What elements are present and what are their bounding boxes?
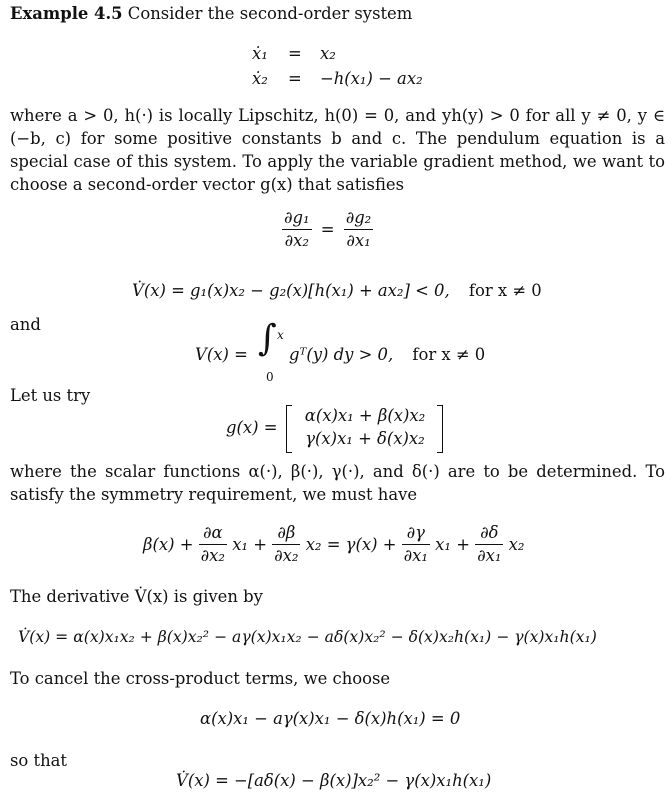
and-label: and [10, 315, 41, 334]
fraction-numerator: ∂δ [475, 522, 503, 545]
fraction-ddelta-dx1 [475, 522, 503, 567]
term: β(x) + [143, 535, 194, 554]
term: x₂ = γ(x) + [305, 535, 397, 554]
fraction-denominator: ∂x₂ [274, 546, 299, 565]
system-row2-eq: = [288, 69, 302, 88]
left-bracket [286, 405, 292, 453]
v-lhs: V(x) = [195, 345, 248, 364]
fraction-dbeta-dx2 [272, 522, 300, 567]
integral-sign: ∫ [258, 318, 277, 359]
v-body-line [289, 343, 485, 366]
equation-vdot-expanded: V̇(x) = α(x)x₁x₂ + β(x)x₂² − aγ(x)x₁x₂ − aδ(x)x₂² − δ(x)x₂h(x₁) − γ(x)x₁h(x₁) [18, 628, 597, 646]
fraction-denominator: ∂x₁ [403, 546, 428, 565]
fraction-dg1-dx2 [282, 207, 312, 252]
equation-vdot-condition [132, 279, 542, 302]
g-row2: γ(x)x₁ + δ(x)x₂ [305, 429, 425, 448]
equation-cancel: α(x)x₁ − aγ(x)x₁ − δ(x)h(x₁) = 0 [200, 709, 461, 728]
fraction-denominator: ∂x₂ [284, 231, 309, 250]
vdot-expression: V̇(x) = g₁(x)x₂ − g₂(x)[h(x₁) + ax₂] < 0, [132, 281, 450, 300]
fraction-denominator: ∂x₁ [477, 546, 502, 565]
derivative-label: The derivative V̇(x) is given by [10, 587, 263, 606]
system-row2-lhs: ẋ₂ [252, 69, 268, 88]
fraction-denominator: ∂x₁ [346, 231, 371, 250]
example-heading: Example 4.5 [10, 4, 123, 23]
integral-lower-limit: 0 [266, 370, 274, 384]
fraction-dalpha-dx2 [199, 522, 227, 567]
fraction-dg2-dx1 [344, 207, 374, 252]
right-bracket [437, 405, 443, 453]
so-that-label: so that [10, 751, 67, 770]
term: x₁ + [435, 535, 470, 554]
equals-sign: = [320, 220, 335, 239]
fraction-numerator: ∂g₂ [344, 207, 374, 230]
v-condition: for x ≠ 0 [412, 345, 486, 364]
equation-symmetry-requirement [143, 522, 525, 567]
fraction-numerator: ∂β [272, 522, 300, 545]
try-label: Let us try [10, 386, 91, 405]
g-row1: α(x)x₁ + β(x)x₂ [304, 406, 426, 425]
equation-symmetry [282, 207, 373, 252]
system-row1-eq: = [288, 44, 302, 63]
fraction-numerator: ∂g₁ [282, 207, 312, 230]
paragraph-conditions: where a > 0, h(·) is locally Lipschitz, h(0) = 0, and yh(y) > 0 for all y ≠ 0, y ∈ (−b, c) for some positive constants b and c. The pendulum equation is a special case of this system. To apply the variable gradient method, we want to choose a second-order vector g(x) that satisfies [10, 106, 665, 194]
fraction-numerator: ∂α [199, 522, 227, 545]
fraction-denominator: ∂x₂ [200, 546, 225, 565]
equation-vdot-final: V̇(x) = −[aδ(x) − β(x)]x₂² − γ(x)x₁h(x₁) [176, 771, 492, 790]
system-row2-rhs: −h(x₁) − ax₂ [320, 69, 423, 88]
fraction-dgamma-dx1 [402, 522, 430, 567]
integral-upper-limit: x [277, 328, 284, 342]
paragraph-symmetry: where the scalar functions α(·), β(·), γ(·), and δ(·) are to be determined. To satisfy the symmetry requirement, we must have [10, 462, 665, 504]
fraction-numerator: ∂γ [402, 522, 430, 545]
cancel-label: To cancel the cross-product terms, we choose [10, 669, 391, 688]
example-line [10, 2, 412, 25]
intro-text: Consider the second-order system [127, 4, 413, 23]
term: x₂ [508, 535, 525, 554]
v-integrand: gᵀ(y) dy > 0, [289, 345, 394, 364]
g-lhs: g(x) = [226, 418, 278, 437]
system-row1-lhs: ẋ₁ [252, 44, 268, 63]
system-row1-rhs: x₂ [320, 44, 336, 63]
vdot-condition: for x ≠ 0 [468, 281, 542, 300]
term: x₁ + [232, 535, 267, 554]
